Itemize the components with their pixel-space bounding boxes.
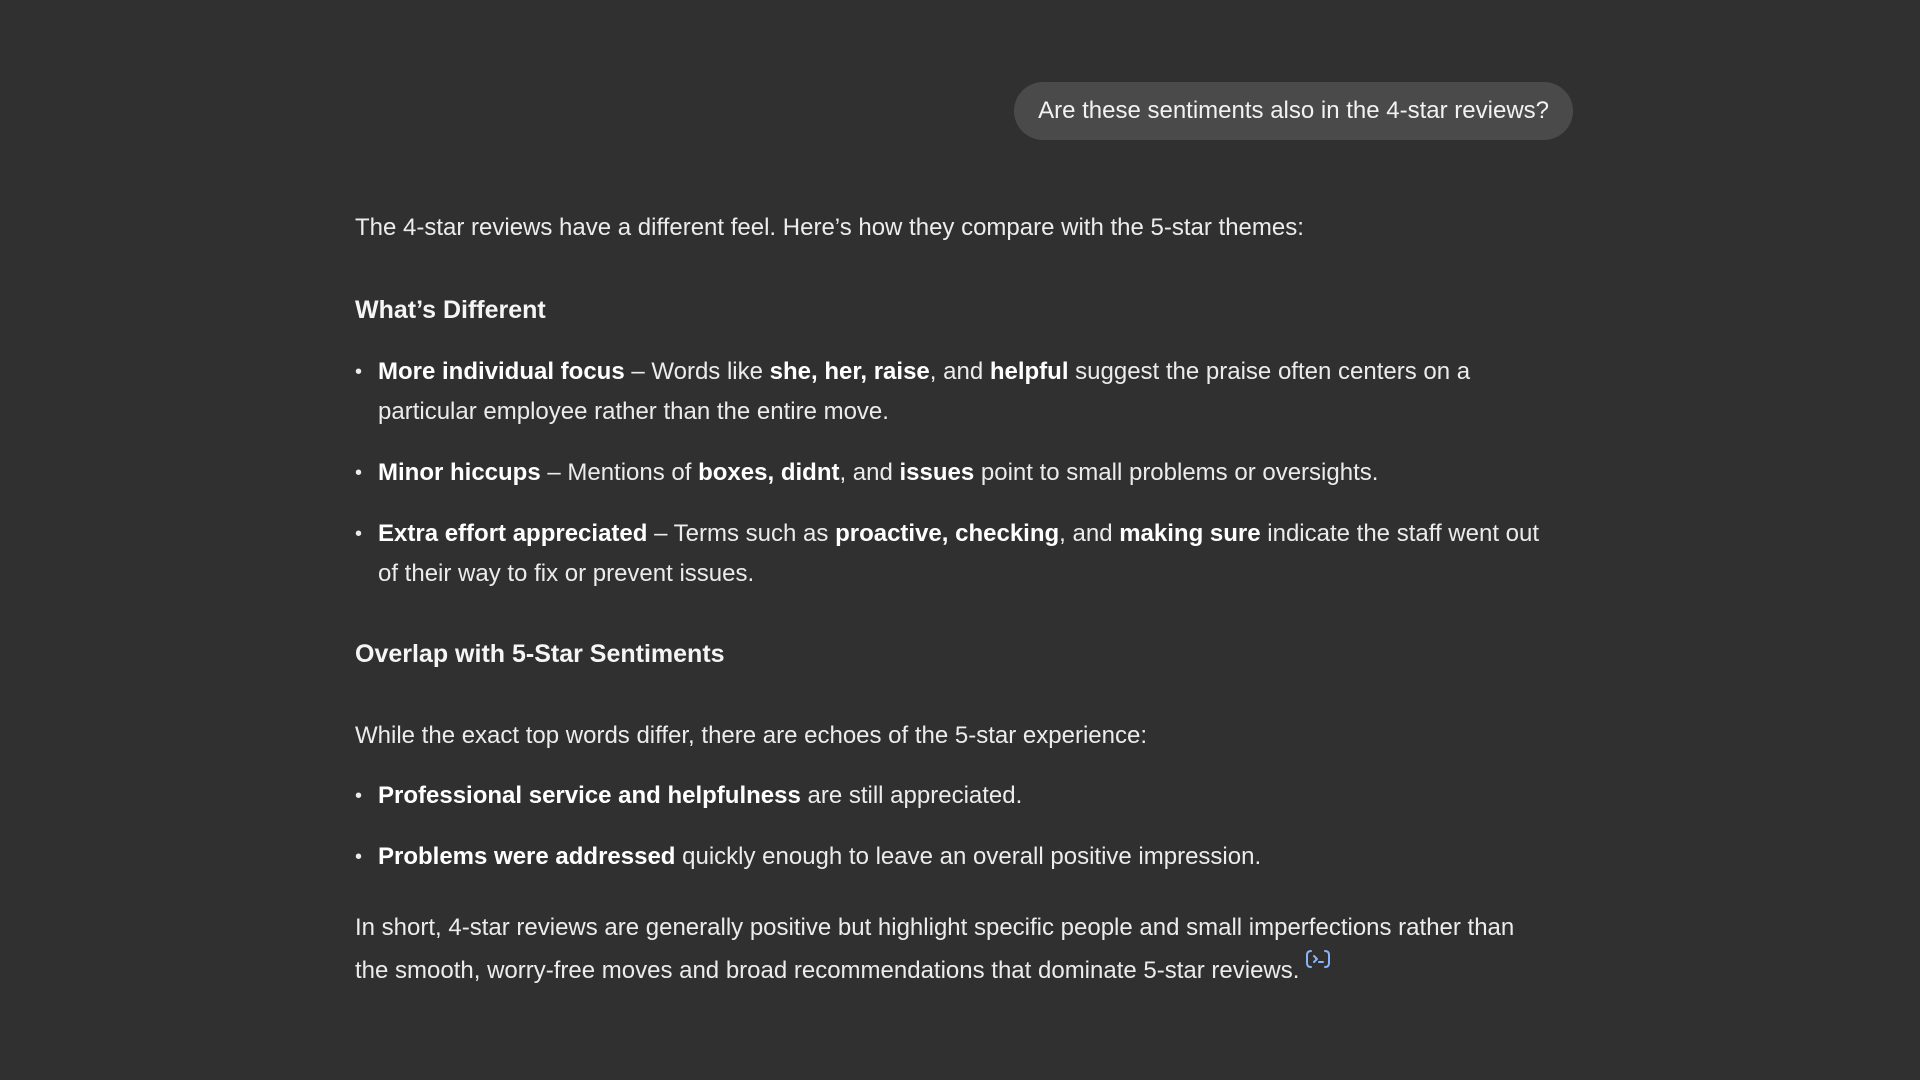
separator: , bbox=[811, 358, 825, 385]
keyword: proactive bbox=[835, 520, 942, 547]
keyword: making sure bbox=[1119, 520, 1261, 547]
list-item bbox=[355, 776, 1550, 816]
code-citation-icon[interactable] bbox=[1305, 949, 1331, 974]
separator: , and bbox=[929, 358, 990, 385]
user-message-text: Are these sentiments also in the 4-star reviews? bbox=[1038, 97, 1549, 124]
keyword: checking bbox=[955, 520, 1060, 547]
differences-list bbox=[355, 352, 1550, 594]
item-text: quickly enough to leave an overall positive impression. bbox=[675, 843, 1262, 870]
list-item bbox=[355, 514, 1550, 594]
item-text: are still appreciated. bbox=[800, 782, 1023, 809]
keyword: issues bbox=[899, 459, 975, 486]
item-text: indicate the staff went out of their way to fix or prevent issues. bbox=[378, 520, 1540, 587]
summary-text: In short, 4-star reviews are generally positive but highlight specific people and small imperfections rather than the smooth, worry-free moves and broad recommendations that dominate 5-star reviews. bbox=[355, 914, 1515, 984]
summary-paragraph bbox=[355, 907, 1550, 992]
item-title: Minor hiccups bbox=[378, 459, 541, 486]
item-title: Professional service and helpfulness bbox=[378, 782, 801, 809]
keyword: didnt bbox=[780, 459, 840, 486]
separator: , bbox=[860, 358, 874, 385]
item-title: Problems were addressed bbox=[378, 843, 676, 870]
item-title: Extra effort appreciated bbox=[378, 520, 648, 547]
item-text: point to small problems or oversights. bbox=[974, 459, 1379, 486]
separator: , bbox=[941, 520, 956, 547]
item-text: – Words like bbox=[624, 358, 770, 385]
assistant-response bbox=[355, 208, 1550, 992]
list-item bbox=[355, 352, 1550, 432]
separator: , and bbox=[1059, 520, 1120, 547]
item-title: More individual focus bbox=[378, 358, 625, 385]
keyword: helpful bbox=[989, 358, 1069, 385]
section-heading-overlap: Overlap with 5-Star Sentiments bbox=[355, 640, 725, 668]
list-item bbox=[355, 453, 1550, 493]
separator: , bbox=[767, 459, 781, 486]
keyword: raise bbox=[873, 358, 930, 385]
response-intro: The 4-star reviews have a different feel. Here’s how they compare with the 5-star themes: bbox=[355, 214, 1304, 241]
user-message-bubble bbox=[1014, 82, 1573, 140]
overlap-paragraph: While the exact top words differ, there are echoes of the 5-star experience: bbox=[355, 722, 1147, 749]
keyword: her bbox=[824, 358, 861, 385]
item-text: – Mentions of bbox=[540, 459, 699, 486]
section-heading-whats-different: What’s Different bbox=[355, 296, 546, 324]
item-text: suggest the praise often centers on a particular employee rather than the entire move. bbox=[378, 358, 1471, 425]
separator: , and bbox=[839, 459, 900, 486]
keyword: boxes bbox=[698, 459, 768, 486]
overlap-list bbox=[355, 776, 1550, 877]
item-text: – Terms such as bbox=[647, 520, 836, 547]
keyword: she bbox=[769, 358, 811, 385]
list-item bbox=[355, 837, 1550, 877]
